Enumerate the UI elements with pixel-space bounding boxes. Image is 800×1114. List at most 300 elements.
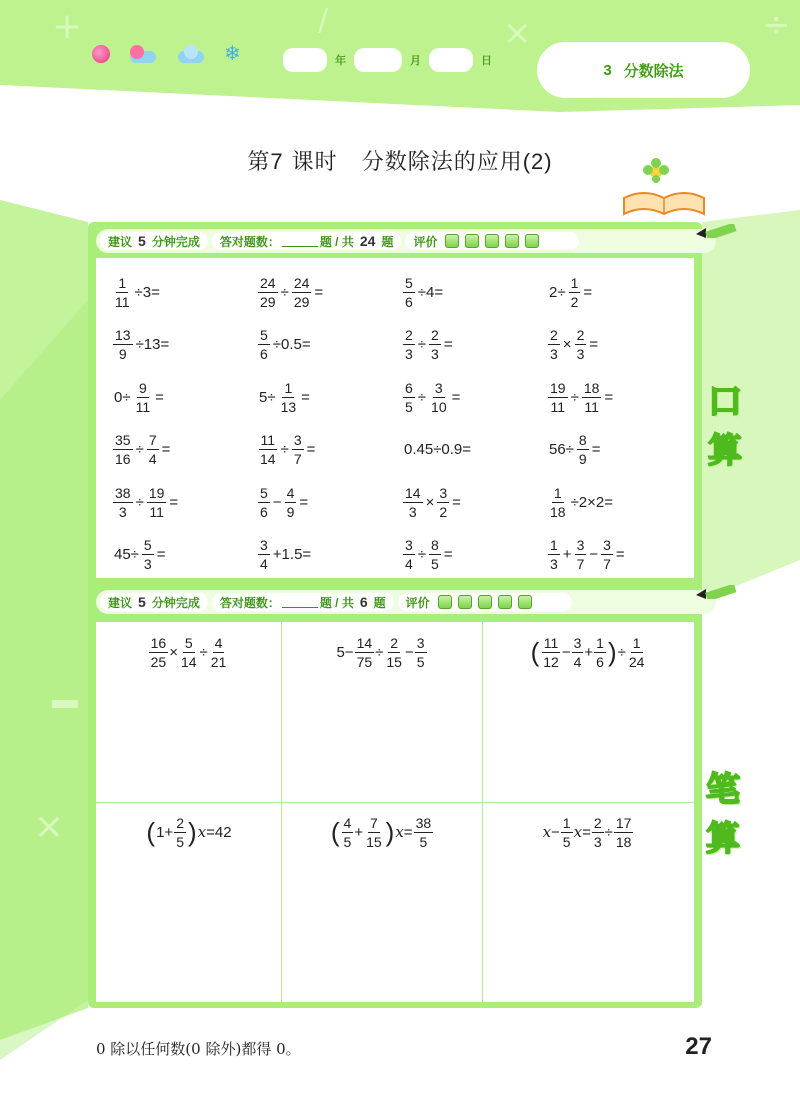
fraction — [414, 816, 434, 849]
numerator: 16 — [150, 634, 167, 651]
numerator: 4 — [286, 484, 295, 501]
operator-text: = — [443, 336, 453, 354]
operator-text: = — [156, 546, 166, 564]
fraction — [209, 636, 229, 669]
operator-text: = — [452, 493, 461, 511]
numerator: 1 — [596, 634, 604, 651]
operator-text: +1.5= — [272, 546, 312, 564]
fraction — [429, 538, 441, 571]
oral-problem — [402, 529, 547, 582]
operator-text: × — [169, 643, 178, 661]
fraction — [113, 328, 133, 361]
denominator: 75 — [356, 653, 373, 670]
written-correct-prefix: 答对题数： — [219, 595, 280, 610]
operator-text: = — [604, 388, 614, 406]
operator-text: ÷0.5= — [272, 336, 311, 354]
unit-title: 分数除法 — [623, 62, 684, 80]
operator-text: − — [551, 823, 560, 841]
book-flower-icon — [620, 158, 706, 220]
denominator: 6 — [260, 346, 268, 363]
operator-text: 56÷ — [549, 441, 574, 459]
oral-problem — [402, 371, 547, 424]
operator-text: = — [155, 388, 164, 406]
operator-text: ÷ — [375, 643, 384, 661]
numerator: 17 — [615, 814, 632, 831]
oral-score — [212, 232, 402, 250]
denominator: 3 — [118, 503, 127, 520]
fraction — [403, 538, 415, 571]
fraction — [174, 816, 186, 849]
thumb-up-icon[interactable] — [518, 595, 532, 609]
numerator: 5 — [143, 537, 152, 554]
denominator: 5 — [419, 833, 428, 850]
thumb-up-icon[interactable] — [438, 595, 452, 609]
parenthesis: ( — [530, 637, 540, 667]
denominator: 3 — [143, 556, 152, 573]
written-correct-mid: 题 / 共 — [319, 595, 354, 610]
operator-text: 2÷ — [549, 283, 566, 301]
fraction — [364, 816, 384, 849]
denominator: 3 — [431, 346, 439, 363]
denominator: 3 — [405, 346, 413, 363]
denominator: 14 — [260, 451, 276, 468]
numerator: 2 — [593, 814, 602, 831]
operator-text: ÷ — [617, 643, 626, 661]
fraction — [149, 636, 169, 669]
numerator: 13 — [115, 327, 131, 344]
numerator: 19 — [148, 484, 165, 501]
numerator: 2 — [431, 327, 439, 344]
oral-problem — [112, 266, 257, 319]
footer-note: 0 除以任何数(0 除外)都得 0。 — [96, 1040, 301, 1058]
oral-side-label — [708, 374, 742, 472]
svg-text:/: / — [318, 3, 329, 38]
denominator: 5 — [416, 653, 425, 670]
denominator: 11 — [149, 503, 164, 520]
operator-text: × — [562, 336, 572, 354]
oral-problem — [547, 529, 692, 582]
day-label: 日 — [481, 55, 492, 67]
numerator: 1 — [632, 634, 641, 651]
fraction — [142, 538, 154, 571]
oral-problem — [257, 476, 402, 529]
numerator: 5 — [405, 274, 413, 291]
written-side-label — [706, 762, 740, 860]
operator-text: = — [589, 336, 599, 354]
operator-text: ÷3= — [134, 283, 160, 301]
fraction — [384, 636, 404, 669]
numerator: 3 — [416, 634, 425, 651]
numerator: 11 — [260, 432, 276, 449]
fraction — [292, 276, 312, 309]
year-field[interactable] — [283, 48, 327, 72]
operator-text: 5÷ — [259, 388, 276, 406]
operator-text: ÷ — [199, 643, 208, 661]
oral-problem — [112, 529, 257, 582]
operator-text: = — [591, 441, 601, 459]
numerator: 6 — [405, 379, 413, 396]
fraction — [147, 486, 167, 519]
denominator: 15 — [386, 653, 402, 670]
denominator: 11 — [584, 398, 599, 415]
written-correct-blank[interactable] — [282, 596, 318, 608]
fraction — [548, 381, 568, 414]
written-problem — [282, 632, 482, 672]
denominator: 29 — [260, 293, 276, 310]
written-correct-suffix: 题 — [373, 595, 386, 610]
denominator: 11 — [135, 398, 151, 415]
denominator: 4 — [573, 653, 582, 670]
numerator: 1 — [284, 379, 293, 396]
oral-problem-grid — [96, 266, 694, 581]
denominator: 4 — [405, 556, 413, 573]
operator-text: − — [272, 493, 282, 511]
fraction — [548, 538, 560, 571]
lesson-topic: 分数除法的应用(2) — [361, 149, 553, 174]
thumb-up-icon[interactable] — [465, 234, 479, 248]
fraction — [548, 328, 560, 361]
operator-text: = — [583, 283, 593, 301]
denominator: 2 — [439, 503, 448, 520]
fraction — [415, 636, 427, 669]
unit-badge — [537, 42, 750, 98]
operator-text: =42 — [206, 823, 232, 841]
numerator: 11 — [543, 634, 559, 651]
oral-problem — [547, 371, 692, 424]
operator-text: + — [562, 546, 572, 564]
fraction — [569, 276, 581, 309]
operator-text: 1+ — [156, 823, 174, 841]
numerator: 3 — [439, 484, 448, 501]
numerator: 1 — [550, 537, 558, 554]
denominator: 5 — [405, 398, 413, 415]
operator-text: ÷ — [417, 388, 427, 406]
thumb-up-icon[interactable] — [505, 234, 519, 248]
fraction — [258, 276, 278, 309]
oral-rating-label: 评价 — [413, 234, 438, 249]
numerator: 3 — [603, 537, 611, 554]
variable: x — [573, 823, 583, 841]
fraction — [113, 433, 133, 466]
written-rating-label: 评价 — [405, 595, 430, 610]
thumb-up-icon[interactable] — [445, 234, 459, 248]
numerator: 1 — [553, 484, 562, 501]
fraction — [541, 636, 561, 669]
denominator: 10 — [431, 398, 447, 415]
parenthesis: ( — [146, 817, 156, 847]
fraction — [572, 636, 584, 669]
denominator: 6 — [405, 293, 413, 310]
denominator: 3 — [550, 556, 558, 573]
numerator: 38 — [115, 484, 131, 501]
operator-text: − — [404, 643, 414, 661]
denominator: 11 — [550, 398, 566, 415]
operator-text: = — [615, 546, 625, 564]
fraction — [355, 636, 375, 669]
oral-problem — [402, 424, 547, 477]
written-side-char: 笔 — [706, 771, 740, 809]
fraction — [594, 636, 606, 669]
denominator: 3 — [576, 346, 585, 363]
oral-correct-suffix: 题 — [381, 234, 394, 249]
written-panel — [96, 622, 694, 1002]
oral-correct-prefix: 答对题数： — [219, 234, 280, 249]
operator-text: = — [161, 441, 171, 459]
operator-text: + — [354, 823, 364, 841]
denominator: 6 — [260, 503, 268, 520]
numerator: 35 — [115, 432, 131, 449]
fraction — [403, 486, 423, 519]
oral-side-char: 口 — [708, 383, 742, 421]
written-side-char: 算 — [706, 820, 740, 858]
numerator: 19 — [550, 379, 566, 396]
thumb-up-icon[interactable] — [458, 595, 472, 609]
denominator: 14 — [180, 653, 197, 670]
denominator: 18 — [550, 503, 566, 520]
denominator: 9 — [578, 451, 587, 468]
written-problem — [282, 812, 482, 852]
operator-text: = — [299, 493, 309, 511]
fraction — [437, 486, 449, 519]
numerator: 3 — [434, 379, 443, 396]
oral-problem — [547, 476, 692, 529]
lesson-number: 7 — [270, 149, 284, 174]
oral-problem — [112, 319, 257, 372]
numerator: 2 — [405, 327, 413, 344]
oral-problem — [257, 371, 402, 424]
fraction — [113, 276, 132, 309]
thumb-up-icon[interactable] — [485, 234, 499, 248]
oral-correct-blank[interactable] — [282, 235, 318, 247]
numerator: 3 — [576, 537, 585, 554]
operator-text: = — [403, 823, 413, 841]
operator-text: = — [451, 388, 461, 406]
operator-text: 0.45÷0.9= — [404, 441, 472, 459]
fraction — [179, 636, 199, 669]
fraction — [429, 381, 449, 414]
oral-problem — [547, 319, 692, 372]
numerator: 2 — [176, 814, 184, 831]
numerator: 8 — [578, 432, 587, 449]
written-rating — [398, 593, 572, 611]
numerator: 3 — [405, 537, 413, 554]
fraction — [627, 636, 647, 669]
denominator: 7 — [293, 451, 302, 468]
written-problem — [96, 632, 281, 672]
unit-number: 3 — [603, 61, 612, 79]
denominator: 9 — [118, 346, 127, 363]
parenthesis: ) — [607, 637, 617, 667]
oral-problem — [112, 371, 257, 424]
operator-text: = — [443, 546, 453, 564]
fraction — [575, 538, 587, 571]
operator-text: = — [314, 283, 324, 301]
operator-text: ÷ — [417, 546, 427, 564]
oral-problem — [547, 266, 692, 319]
fraction — [561, 816, 573, 849]
numerator: 3 — [293, 432, 302, 449]
day-field[interactable] — [429, 48, 473, 72]
fraction — [575, 328, 587, 361]
operator-text: ÷ — [570, 388, 579, 406]
numerator: 5 — [260, 327, 268, 344]
numerator: 2 — [550, 327, 558, 344]
denominator: 18 — [615, 833, 632, 850]
numerator: 24 — [293, 274, 310, 291]
written-suggest-suffix: 分钟完成 — [151, 595, 200, 610]
page-number: 27 — [685, 1033, 712, 1060]
variable: x — [542, 823, 552, 841]
fraction — [548, 486, 568, 519]
operator-text: ÷ — [135, 493, 144, 511]
fraction — [429, 328, 441, 361]
oral-suggest-suffix: 分钟完成 — [151, 234, 200, 249]
operator-text: + — [584, 643, 594, 661]
denominator: 21 — [210, 653, 227, 670]
oral-correct-mid: 题 / 共 — [319, 234, 354, 249]
numerator: 2 — [576, 327, 585, 344]
numerator: 38 — [415, 814, 432, 831]
fraction — [292, 433, 304, 466]
fraction — [258, 538, 270, 571]
lesson-suffix: 课时 — [291, 149, 338, 174]
fraction — [342, 816, 354, 849]
operator-text: = — [306, 441, 316, 459]
numerator: 14 — [405, 484, 421, 501]
snowflake-icon[interactable]: ❄ — [224, 43, 241, 65]
svg-text:×: × — [503, 13, 532, 53]
written-total: 6 — [359, 594, 368, 610]
operator-text: ÷ — [135, 441, 144, 459]
month-label: 月 — [410, 55, 421, 67]
operator-text: ÷ — [604, 823, 613, 841]
fraction — [285, 486, 297, 519]
thumb-up-icon[interactable] — [525, 234, 539, 248]
numerator: 1 — [562, 814, 571, 831]
numerator: 18 — [583, 379, 600, 396]
written-problem — [483, 632, 694, 672]
numerator: 8 — [431, 537, 439, 554]
rain-cloud-icon[interactable] — [176, 45, 206, 63]
operator-text: 45÷ — [114, 546, 139, 564]
denominator: 7 — [603, 556, 611, 573]
numerator: 1 — [570, 274, 579, 291]
denominator: 5 — [562, 833, 571, 850]
denominator: 13 — [280, 398, 297, 415]
pencil-icon — [696, 585, 742, 599]
denominator: 25 — [150, 653, 167, 670]
fraction — [592, 816, 604, 849]
svg-text:+: + — [52, 6, 83, 47]
denominator: 9 — [286, 503, 295, 520]
fraction — [258, 486, 270, 519]
operator-text: ÷13= — [135, 336, 170, 354]
oral-problem — [402, 476, 547, 529]
oral-suggest-prefix: 建议 — [108, 234, 133, 249]
operator-text: = — [582, 823, 591, 841]
partly-cloudy-icon[interactable] — [128, 45, 158, 63]
fraction — [614, 816, 634, 849]
thumb-up-icon[interactable] — [478, 595, 492, 609]
operator-text: − — [561, 643, 571, 661]
date-fields — [283, 48, 492, 72]
oral-problem — [257, 266, 402, 319]
sun-icon[interactable] — [92, 45, 110, 63]
fraction — [258, 433, 278, 466]
numerator: 7 — [369, 814, 378, 831]
numerator: 3 — [573, 634, 582, 651]
written-score — [212, 593, 394, 611]
oral-problem — [112, 424, 257, 477]
parenthesis: ( — [330, 817, 340, 847]
year-label: 年 — [335, 55, 346, 67]
pencil-icon — [696, 224, 742, 238]
denominator: 7 — [576, 556, 585, 573]
fraction — [577, 433, 589, 466]
denominator: 5 — [343, 833, 352, 850]
oral-problem — [402, 319, 547, 372]
oral-problem — [257, 319, 402, 372]
fraction — [147, 433, 159, 466]
operator-text: ÷4= — [417, 283, 444, 301]
written-problem — [483, 812, 694, 852]
operator-text: = — [169, 493, 179, 511]
oral-problem — [112, 476, 257, 529]
thumb-up-icon[interactable] — [498, 595, 512, 609]
oral-rating-thumbs — [445, 234, 539, 248]
oral-panel — [96, 258, 694, 578]
operator-text: = — [301, 388, 310, 406]
oral-info-bar — [96, 229, 716, 253]
fraction — [403, 381, 415, 414]
fraction — [113, 486, 133, 519]
numerator: 1 — [118, 274, 127, 291]
month-field[interactable] — [354, 48, 402, 72]
denominator: 3 — [550, 346, 558, 363]
oral-suggest — [100, 232, 208, 250]
oral-side-char: 算 — [708, 432, 742, 470]
parenthesis: ) — [187, 817, 197, 847]
denominator: 3 — [408, 503, 417, 520]
denominator: 29 — [293, 293, 310, 310]
variable: x — [395, 823, 404, 841]
operator-text: ÷ — [417, 336, 427, 354]
fraction — [403, 328, 415, 361]
operator-text: ÷ — [280, 441, 289, 459]
written-suggest — [100, 593, 208, 611]
denominator: 4 — [148, 451, 157, 468]
fraction — [258, 328, 270, 361]
written-rating-thumbs — [438, 595, 532, 609]
denominator: 6 — [596, 653, 604, 670]
denominator: 15 — [366, 833, 382, 850]
fraction — [279, 381, 299, 414]
operator-text: 5− — [336, 643, 354, 661]
written-suggest-prefix: 建议 — [108, 595, 133, 610]
numerator: 3 — [260, 537, 268, 554]
lesson-prefix: 第 — [247, 149, 271, 174]
fraction — [403, 276, 415, 309]
numerator: 4 — [343, 814, 352, 831]
denominator: 5 — [431, 556, 439, 573]
parenthesis: ) — [385, 817, 395, 847]
svg-text:×: × — [34, 806, 65, 847]
fraction — [601, 538, 613, 571]
numerator: 2 — [390, 634, 399, 651]
denominator: 12 — [543, 653, 559, 670]
operator-text: 0÷ — [114, 388, 131, 406]
oral-minutes: 5 — [138, 233, 146, 249]
